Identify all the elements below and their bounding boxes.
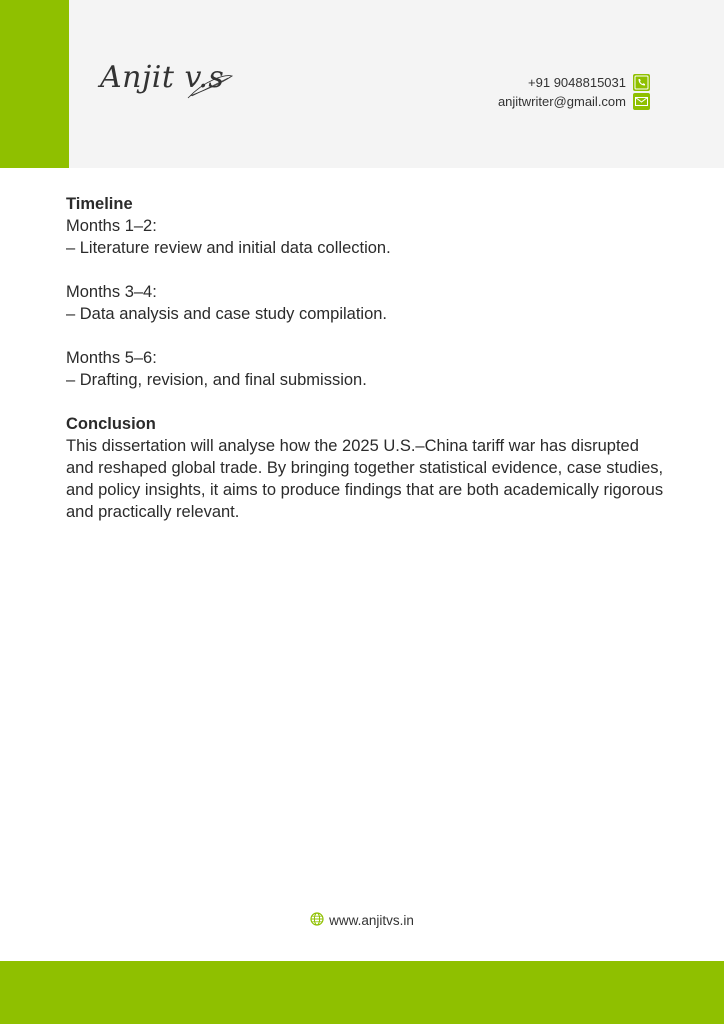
globe-icon [310,912,324,929]
months-3-4-task: – Data analysis and case study compilation. [66,305,388,323]
phone-icon [633,74,650,91]
email-row [498,92,650,111]
document-body [66,193,666,523]
months-1-2-label: Months 1–2: [66,217,157,235]
months-5-6-task: – Drafting, revision, and final submission. [66,371,367,389]
feather-stroke [100,60,240,116]
conclusion-paragraph: This dissertation will analyse how the 2025 U.S.–China tariff war has disrupted and reshaped global trade. By bringing together statistical evidence, case studies, and policy insights, it aims to produce findings that are both academically rigorous and practically relevant. [66,437,664,521]
months-3-4-label: Months 3–4: [66,283,157,301]
website-link[interactable]: www.anjitvs.in [329,913,414,928]
timeline-heading: Timeline [66,195,133,213]
phone-number[interactable]: +91 9048815031 [528,75,626,90]
left-accent-bar [0,0,69,168]
email-address[interactable]: anjitwriter@gmail.com [497,94,626,109]
contact-block [498,73,650,111]
logo-text: Anjit v.s [100,60,225,95]
months-5-6-label: Months 5–6: [66,349,157,367]
months-1-2-task: – Literature review and initial data collection. [66,239,391,257]
signature-logo [100,60,240,116]
mail-icon [633,93,650,110]
phone-row [498,73,650,92]
footer-website [0,912,724,929]
footer-accent-bar [0,961,724,1024]
conclusion-heading: Conclusion [66,415,156,433]
